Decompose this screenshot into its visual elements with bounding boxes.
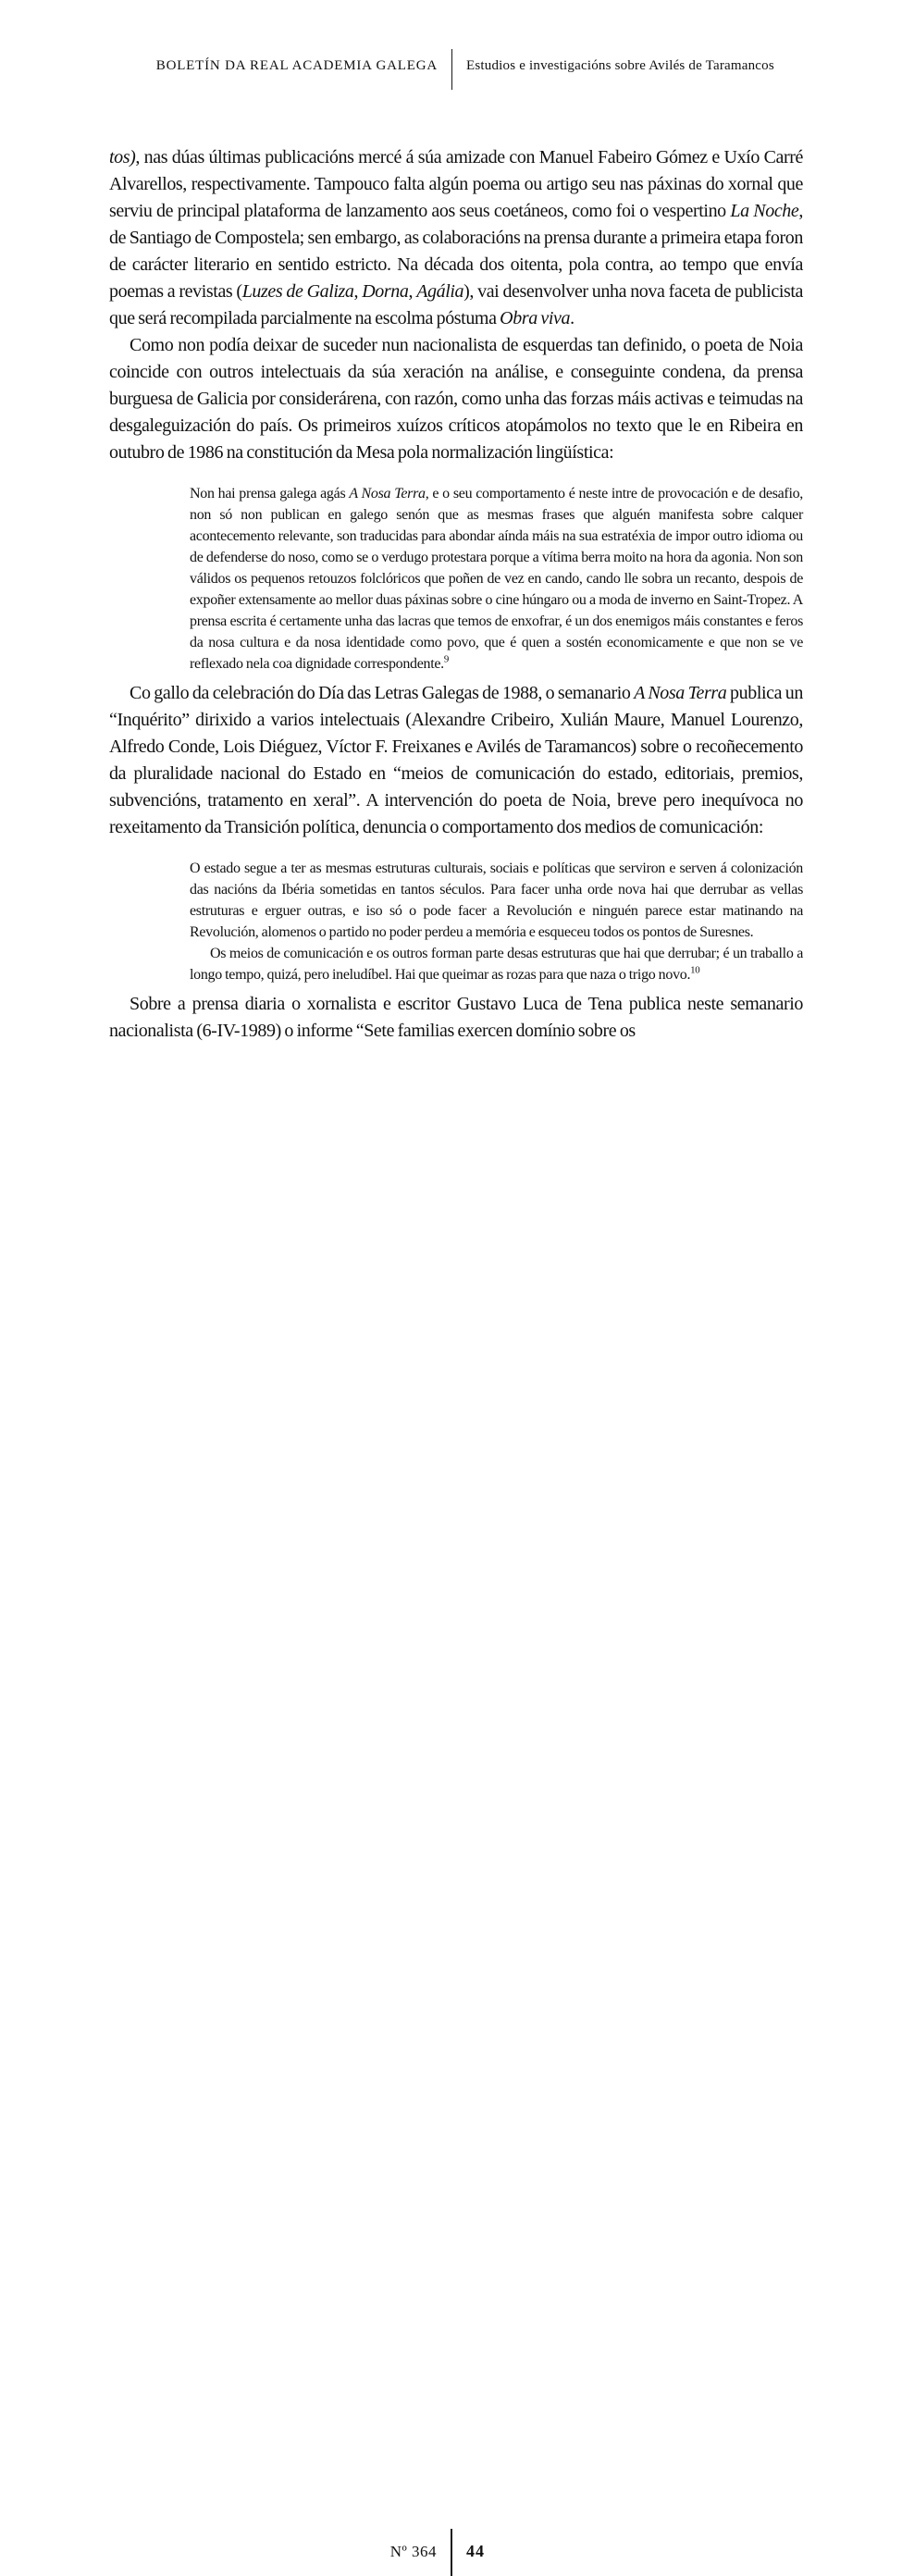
blockquote-paragraph: [190, 483, 803, 675]
header-journal-title: BOLETÍN DA REAL ACADEMIA GALEGA: [155, 58, 438, 73]
page-content: [109, 144, 803, 1045]
text-run: tos): [109, 147, 136, 167]
text-run: A Nosa Terra: [634, 683, 727, 703]
body-paragraph: [109, 144, 803, 332]
body-paragraph: [109, 332, 803, 466]
text-run: Sobre a prensa diaria o xornalista e escritor Gustavo Luca de Tena publica neste semanario nacionalista (6-IV-1989) o informe “Sete familias exercen domínio sobre os: [109, 994, 803, 1041]
blockquote-paragraph: [190, 858, 803, 943]
text-run: Como non podía deixar de suceder nun nacionalista de esquerdas tan definido, o poeta de Noia coincide con outros intelectuais da súa xeración na análise, e conseguinte condena, da prensa burguesa de Galicia por considerárena, con razón, como unha das forzas máis activas e teimudas na desgaleguización do país. Os primeiros xuízos críticos atopámolos no texto que le en Ribeira en outubro de 1986 na constitución da Mesa pola normalización lingüística:: [109, 335, 803, 463]
text-run: ,: [353, 281, 363, 302]
text-run: e o seu comportamento é neste intre de provocación e de desafio, non só non publican en galego senón que as mesmas frases que alguén manifesta sobre calquer acontecemento relevante, son traducidas para abondar aínda máis na sua estratéxia de impor outro idioma ou de defenderse do noso, como se o verdugo protestara porque a vítima berra moito na hora da agonia. Non son válidos os pequenos retouzos folclóricos que poñen de vez en cando, cando lle sobra un recanto, despois de expoñer extensamente ao mellor duas páxinas sobre o cine húngaro ou a moda de inverno en Saint-Tropez. A prensa escrita é certamente unha das lacras que temos de enxofrar, é un dos enemigos máis constantes e feros da nosa cultura e da nosa identidade como povo, que é quen a sostén economicamente e que non se ve reflexado nela coa dignidade correspondente.: [190, 486, 803, 672]
text-run: Os meios de comunicación e os outros forman parte desas estruturas que hai que derrubar; é un traballo a longo tempo, quizá, pero ineludíbel. Hai que queimar as rozas para que naza o trigo novo.: [190, 946, 803, 983]
text-run: ,: [408, 281, 417, 302]
text-run: Non hai prensa galega agás: [190, 486, 350, 502]
header-divider: [451, 49, 452, 90]
text-run: Agália: [416, 281, 464, 302]
footnote-reference: 9: [443, 653, 450, 665]
text-run: ), vai desenvolver unha nova faceta de publicista que será recompilada parcialmente na escolma póstuma: [109, 281, 803, 328]
blockquote-paragraph: [190, 943, 803, 985]
body-paragraph: [109, 680, 803, 841]
footnote-reference: 10: [690, 964, 700, 976]
text-run: , de Santiago de Compostela; sen embargo, as colaboracións na prensa durante a primeira etapa foron de carácter literario en sentido estricto. Na década dos oitenta, pola contra, ao tempo que envía poemas a revistas (: [109, 201, 803, 302]
text-run: O estado segue a ter as mesmas estruturas culturais, sociais e políticas que serviron e serven á colonización das nacións da Ibéria sometidas en tantos séculos. Para facer unha orde nova hai que derrubar as vellas estruturas e erguer outras, e iso só o pode facer a Revolución e ninguén parece estar matinando na Revolución, alomenos o partido no poder perdeu a memória e esqueceu todos os pontos de Suresnes.: [190, 861, 803, 940]
header-section-title: Estudios e investigacións sobre Avilés de Taramancos: [466, 58, 774, 73]
text-run: Co gallo da celebración do Día das Letras Galegas de 1988, o semanario: [130, 683, 635, 703]
text-run: publica un “Inquérito” dirixido a varios intelectuais (Alexandre Cribeiro, Xulián Maure, Manuel Lourenzo, Alfredo Conde, Lois Diéguez, Víctor F. Freixanes e Avilés de Taramancos) sobre o recoñecemento da pluralidade nacional do Estado en “meios de comunicación do estado, editoriais, premios, subvencións, tratamento en xeral”. A intervención do poeta de Noia, breve pero inequívoca no rexeitamento da Transición política, denuncia o comportamento dos medios de comunicación:: [109, 683, 803, 837]
footer-page-number: 44: [466, 2542, 485, 2560]
text-run: La Noche: [730, 201, 799, 221]
text-run: Obra viva: [500, 308, 571, 328]
text-run: A Nosa Terra,: [349, 486, 429, 502]
footer-divider: [451, 2529, 452, 2576]
text-run: , nas dúas últimas publicacións mercé á súa amizade con Manuel Fabeiro Gómez e Uxío Carré Alvarellos, respectivamente. Tampouco falta algún poema ou artigo seu nas páxinas do xornal que serviu de principal plataforma de lanzamento aos seus coetáneos, como foi o vespertino: [109, 147, 803, 221]
text-run: .: [570, 308, 575, 328]
body-paragraph: [109, 991, 803, 1045]
text-run: Dorna: [362, 281, 409, 302]
footer-issue-number: Nº 364: [389, 2543, 437, 2560]
text-run: Luzes de Galiza: [241, 281, 354, 302]
